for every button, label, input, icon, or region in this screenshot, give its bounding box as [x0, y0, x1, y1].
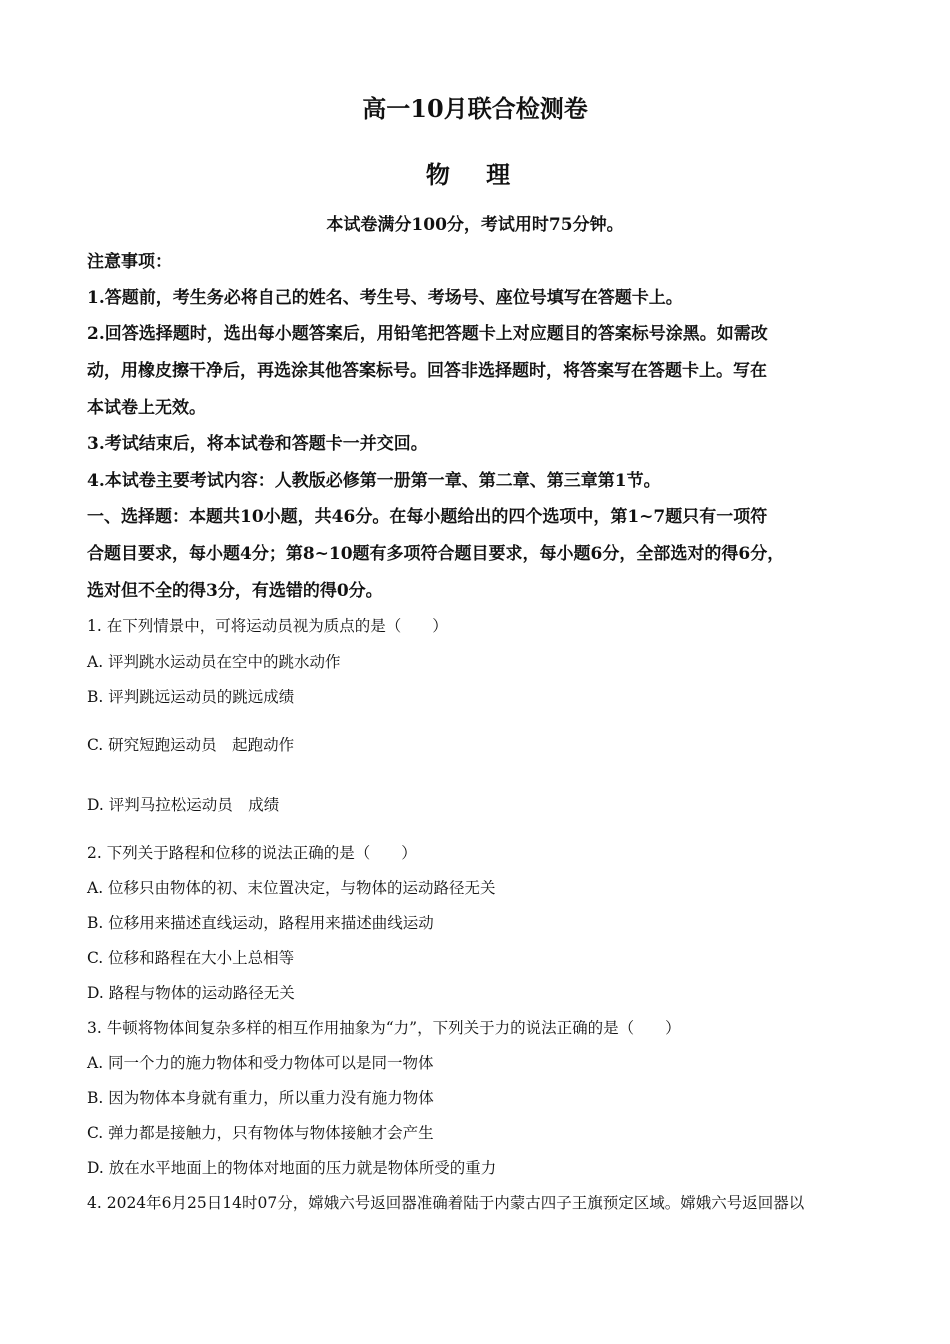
notes-heading: 注意事项： [87, 252, 172, 272]
question-option: D. 路程与物体的运动路径无关 [87, 984, 295, 1002]
question-option: C. 研究短跑运动员 起跑动作 [87, 736, 295, 754]
question-stem: 1. 在下列情景中，可将运动员视为质点的是（ ） [87, 617, 448, 635]
question-option: B. 位移用来描述直线运动，路程用来描述曲线运动 [87, 914, 434, 932]
question-option: A. 同一个力的施力物体和受力物体可以是同一物体 [87, 1054, 434, 1072]
note-line: 2.回答选择题时，选出每小题答案后，用铅笔把答题卡上对应题目的答案标号涂黑。如需改 [87, 324, 768, 344]
note-line: 1.答题前，考生务必将自己的姓名、考生号、考场号、座位号填写在答题卡上。 [87, 288, 683, 308]
note-line: 本试卷上无效。 [87, 398, 206, 418]
question-option: C. 位移和路程在大小上总相等 [87, 949, 295, 967]
question-option: A. 评判跳水运动员在空中的跳水动作 [87, 653, 341, 671]
question-option: D. 评判马拉松运动员 成绩 [87, 796, 280, 814]
note-line: 4.本试卷主要考试内容：人教版必修第一册第一章、第二章、第三章第1节。 [87, 471, 661, 491]
question-stem: 2. 下列关于路程和位移的说法正确的是（ ） [87, 844, 417, 862]
question-option: A. 位移只由物体的初、末位置决定，与物体的运动路径无关 [87, 879, 496, 897]
note-line: 动，用橡皮擦干净后，再选涂其他答案标号。回答非选择题时，将答案写在答题卡上。写在 [87, 361, 767, 381]
subject-title: 物 理 [425, 160, 525, 189]
exam-meta: 本试卷满分100分，考试用时75分钟。 [326, 215, 624, 235]
question-option: C. 弹力都是接触力，只有物体与物体接触才会产生 [87, 1124, 434, 1142]
question-stem: 3. 牛顿将物体间复杂多样的相互作用抽象为“力”，下列关于力的说法正确的是（ ） [87, 1019, 681, 1037]
page-title: 高一10月联合检测卷 [362, 94, 588, 123]
question-option: D. 放在水平地面上的物体对地面的压力就是物体所受的重力 [87, 1159, 497, 1177]
question-option: B. 因为物体本身就有重力，所以重力没有施力物体 [87, 1089, 434, 1107]
section-instruction: 合题目要求，每小题4分；第8~10题有多项符合题目要求，每小题6分，全部选对的得6分， [87, 544, 785, 564]
question-option: B. 评判跳远运动员的跳远成绩 [87, 688, 295, 706]
question-stem: 4. 2024年6月25日14时07分，嫦娥六号返回器准确着陆于内蒙古四子王旗预定区域。嫦娥六号返回器以 [87, 1194, 805, 1212]
section-instruction: 选对但不全的得3分，有选错的得0分。 [87, 581, 383, 601]
section-instruction: 一、选择题：本题共10小题，共46分。在每小题给出的四个选项中，第1~7题只有一项符 [87, 507, 768, 527]
note-line: 3.考试结束后，将本试卷和答题卡一并交回。 [87, 434, 428, 454]
